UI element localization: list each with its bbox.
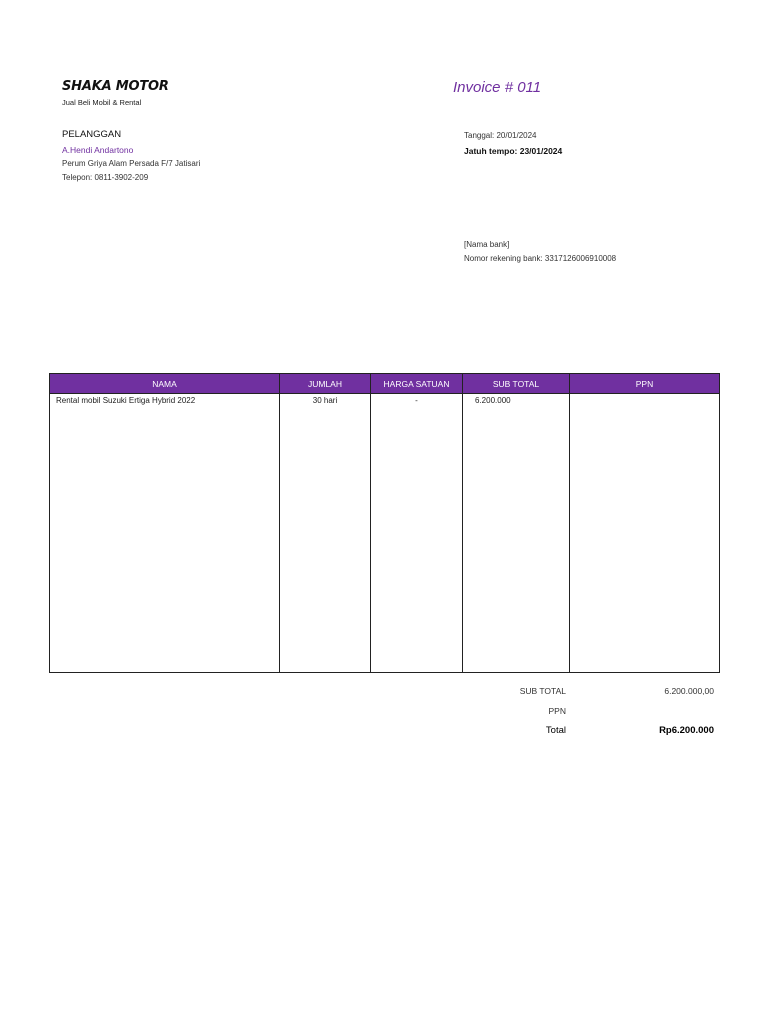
summary-subtotal-label: SUB TOTAL — [519, 686, 566, 696]
summary-ppn-label: PPN — [548, 706, 566, 716]
dates-block — [464, 128, 562, 158]
summary-subtotal-row — [470, 684, 718, 704]
header-unit-price: HARGA SATUAN — [371, 374, 463, 394]
invoice-date: Tanggal: 20/01/2024 — [464, 131, 537, 140]
summary-ppn-row — [470, 704, 718, 724]
customer-heading: PELANGGAN — [62, 129, 122, 140]
items-table — [49, 373, 720, 673]
empty-cell — [371, 623, 463, 673]
customer-block — [62, 129, 200, 185]
bank-block — [464, 238, 616, 266]
header-qty: JUMLAH — [280, 374, 371, 394]
customer-phone: Telepon: 0811-3902-209 — [62, 173, 149, 182]
company-tagline: Jual Beli Mobil & Rental — [62, 98, 142, 107]
row-item-name: Rental mobil Suzuki Ertiga Hybrid 2022 — [50, 394, 280, 623]
header-ppn: PPN — [570, 374, 720, 394]
customer-name: A.Hendi Andartono — [62, 145, 134, 155]
header-name: NAMA — [50, 374, 280, 394]
invoice-title: Invoice # 011 — [453, 79, 542, 96]
empty-cell — [280, 623, 371, 673]
empty-cell — [570, 623, 720, 673]
summary-subtotal-value: 6.200.000,00 — [664, 686, 714, 696]
summary-block — [470, 684, 718, 744]
table-row — [50, 394, 720, 623]
company-name: SHAKA MOTOR — [62, 79, 169, 94]
summary-total-row — [470, 724, 718, 744]
customer-address: Perum Griya Alam Persada F/7 Jatisari — [62, 159, 201, 168]
row-item-ppn — [570, 394, 720, 623]
header-subtotal: SUB TOTAL — [463, 374, 570, 394]
row-item-unit-price: - — [371, 394, 463, 623]
table-header-row — [50, 374, 720, 394]
summary-total-value: Rp6.200.000 — [659, 725, 714, 736]
row-item-subtotal: 6.200.000 — [463, 394, 570, 623]
empty-cell — [463, 623, 570, 673]
summary-total-label: Total — [545, 725, 566, 736]
table-empty-space — [50, 623, 720, 673]
bank-account: Nomor rekening bank: 3317126006910008 — [464, 254, 617, 263]
empty-cell — [50, 623, 280, 673]
bank-name: [Nama bank] — [464, 240, 510, 249]
due-date: Jatuh tempo: 23/01/2024 — [464, 146, 563, 156]
row-item-qty: 30 hari — [280, 394, 371, 623]
